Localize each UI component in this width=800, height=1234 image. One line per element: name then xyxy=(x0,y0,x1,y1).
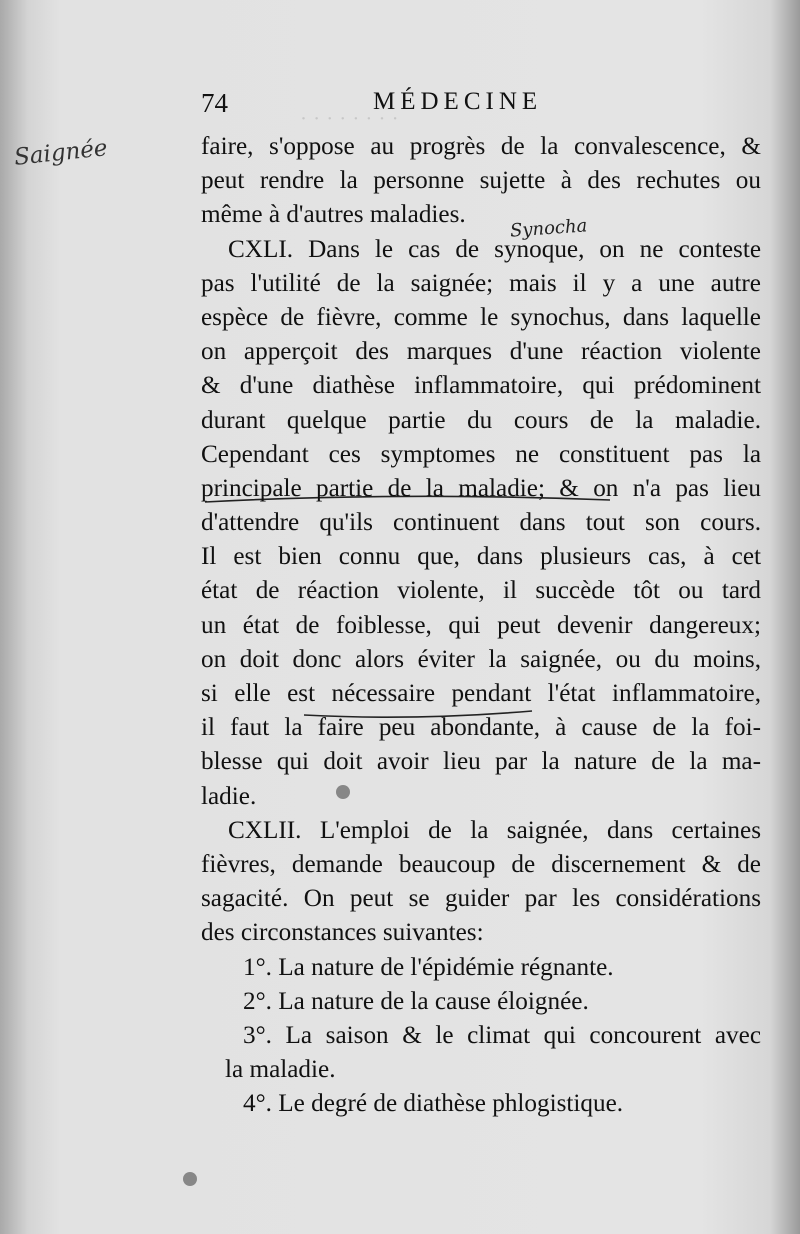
text-line: sagacité. On peut se guider par les considérations xyxy=(201,885,761,913)
text-line: espèce de fièvre, comme le synochus, dans laquelle xyxy=(201,303,761,331)
text-line: blesse qui doit avoir lieu par la nature de la ma- xyxy=(201,748,761,776)
text-line: & d'une diathèse inflammatoire, qui prédominent xyxy=(201,372,761,400)
text-line: Il est bien connu que, dans plusieurs cas, à cet xyxy=(201,543,761,571)
text-line: faire, s'oppose au progrès de la convalescence, & xyxy=(201,133,761,160)
list-item-2: 2°. La nature de la cause éloignée. xyxy=(243,987,589,1015)
text-line: il faut la faire peu abondante, à cause de la foi- xyxy=(201,714,761,742)
text-line: pas l'utilité de la saignée; mais il y a une autre xyxy=(201,269,761,297)
page-number: 74 xyxy=(201,88,228,118)
text-line: on apperçoit des marques d'une réaction violente xyxy=(201,338,761,366)
section-cxlii-first-line: CXLII. L'emploi de la saignée, dans certaines xyxy=(228,816,761,844)
bleed-through-text: · · · · · · · · xyxy=(300,108,399,130)
text-line: peut rendre la personne sujette à des rechutes ou xyxy=(201,167,761,195)
text-line: fièvres, demande beaucoup de discernement & de xyxy=(201,850,761,878)
handwritten-inline-note: Synocha xyxy=(509,215,588,242)
text-line: d'attendre qu'ils continuent dans tout son cours. xyxy=(201,509,761,537)
list-item-3-continued: la maladie. xyxy=(225,1056,336,1084)
list-item-4: 4°. Le degré de diathèse phlogistique. xyxy=(243,1090,624,1118)
page-header xyxy=(201,88,761,122)
body-text xyxy=(201,130,761,1121)
ink-spot xyxy=(183,1172,197,1186)
list-item-3: 3°. La saison & le climat qui concourent avec xyxy=(243,1021,761,1049)
text-line: même à d'autres maladies. xyxy=(201,201,466,229)
text-line: durant quelque partie du cours de la maladie. xyxy=(201,406,761,434)
text-line: si elle est nécessaire pendant l'état inflammatoire, xyxy=(201,680,761,707)
text-line: ladie. xyxy=(201,782,257,810)
text-line: Cependant ces symptomes ne constituent pas la xyxy=(201,440,761,468)
section-cxli-first-line: CXLI. Dans le cas de synoque, on ne conteste xyxy=(228,235,761,263)
running-head: MÉDECINE xyxy=(373,88,543,115)
handwritten-margin-note: Saignée xyxy=(12,135,109,171)
text-line: un état de foiblesse, qui peut devenir dangereux; xyxy=(201,611,761,639)
text-line: principale partie de la maladie; & on n'a pas lieu xyxy=(201,474,761,502)
list-item-1: 1°. La nature de l'épidémie régnante. xyxy=(243,953,614,981)
text-line: des circonstances suivantes: xyxy=(201,919,484,947)
text-line: on doit donc alors éviter la saignée, ou du moins, xyxy=(201,645,761,673)
text-line: état de réaction violente, il succède tôt ou tard xyxy=(201,577,761,605)
